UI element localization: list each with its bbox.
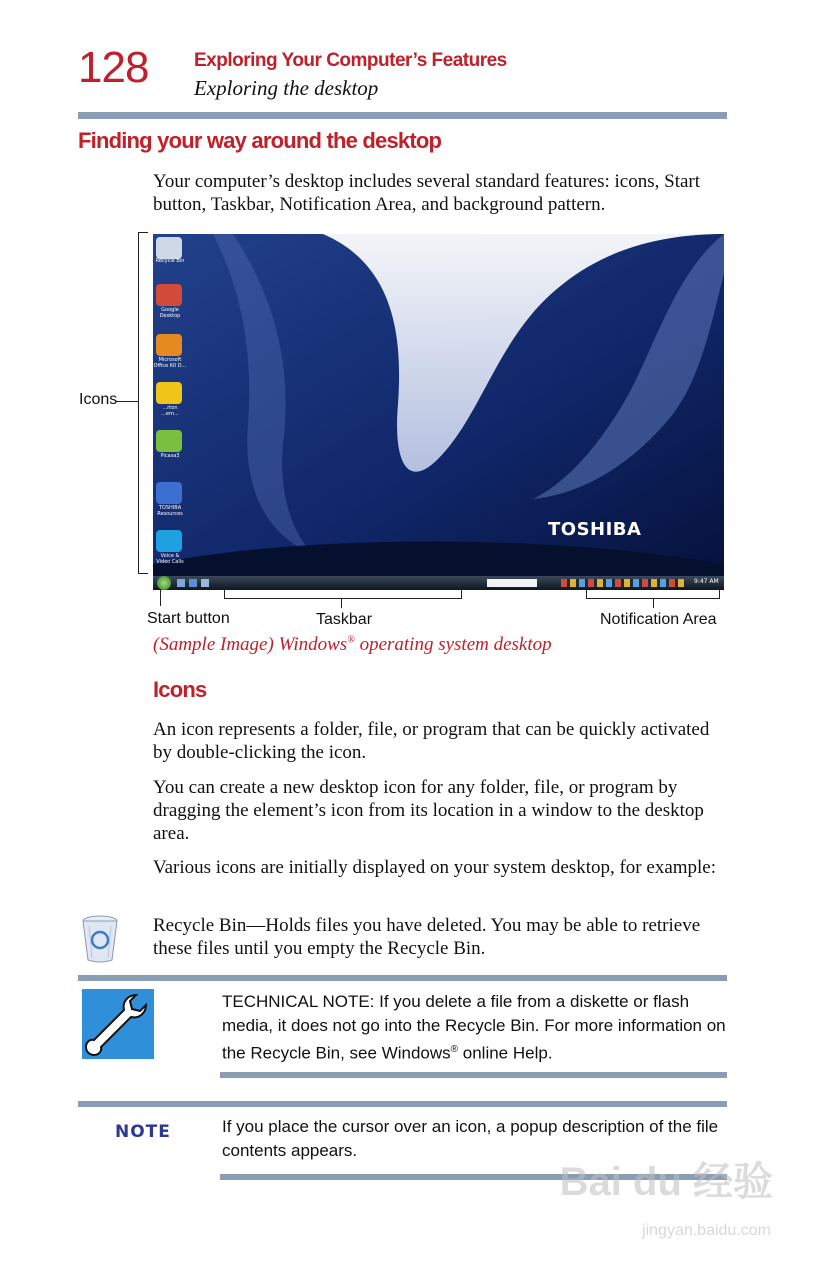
recycle-bin-desktop-icon[interactable] — [156, 237, 182, 259]
toshiba-logo: TOSHIBA — [548, 519, 642, 540]
google-desktop-icon[interactable] — [156, 284, 182, 306]
picasa-icon[interactable] — [156, 430, 182, 452]
notification-area-label: Notification Area — [600, 611, 717, 628]
desktop-icon-label: Voice & Video Calls — [156, 553, 184, 565]
note-top-rule — [78, 1101, 727, 1107]
toshiba-resources-icon[interactable] — [156, 482, 182, 504]
start-orb-icon[interactable] — [157, 576, 171, 590]
norton-icon[interactable] — [156, 382, 182, 404]
recycle-bin-description: Recycle Bin—Holds files you have deleted. You may be able to retrieve these files until you empty the Recycle Bin. — [153, 915, 701, 959]
technical-note-end: online Help. — [458, 1043, 553, 1063]
start-button-leader-line — [160, 589, 161, 606]
caption-text: (Sample Image) Windows — [153, 634, 348, 655]
taskbar-leader-line — [341, 598, 342, 608]
desktop-icon-label: Picasa3 — [160, 453, 180, 459]
technical-note-bottom-rule — [220, 1072, 727, 1078]
chapter-title: Exploring Your Computer’s Features — [194, 50, 507, 71]
technical-note-top-rule — [78, 975, 727, 981]
office-icon[interactable] — [156, 334, 182, 356]
technical-note-text — [222, 990, 727, 1066]
recycle-bin-icon — [80, 914, 120, 964]
header-rule — [78, 112, 727, 119]
note-text: If you place the cursor over an icon, a popup description of the file contents appears. — [222, 1117, 719, 1160]
intro-paragraph: Your computer’s desktop includes several standard features: icons, Start button, Taskbar, Notification Area, and background pattern. — [153, 171, 701, 215]
icons-leader-line — [116, 401, 138, 402]
desktop-screenshot — [153, 234, 724, 590]
registered-mark: ® — [450, 1044, 459, 1055]
taskbar-search-box[interactable] — [487, 579, 537, 587]
icons-bracket — [138, 232, 148, 574]
quick-launch-icon[interactable] — [201, 579, 209, 587]
taskbar-bracket — [224, 590, 462, 599]
paragraph: Various icons are initially displayed on your system desktop, for example: — [153, 857, 717, 878]
tray-icons[interactable] — [561, 579, 685, 587]
icons-heading: Icons — [153, 677, 207, 702]
quick-launch-icon[interactable] — [189, 579, 197, 587]
quick-launch-icon[interactable] — [177, 579, 185, 587]
skype-icon[interactable] — [156, 530, 182, 552]
desktop-icon-label: Google Desktop — [159, 307, 181, 319]
section-heading: Finding your way around the desktop — [78, 128, 442, 153]
registered-mark: ® — [347, 634, 355, 646]
note-label: NOTE — [115, 1122, 171, 1142]
page-number: 128 — [78, 43, 149, 92]
technical-note-body: TECHNICAL NOTE: If you delete a file from a diskette or flash media, it does not go into the Recycle Bin. For more information on the Recycle Bin, see Windows — [222, 992, 726, 1063]
baidu-watermark-url: jingyan.baidu.com — [642, 1222, 771, 1239]
baidu-watermark-logo: Bai du 经验 — [559, 1160, 773, 1204]
caption-text-end: operating system desktop — [354, 634, 552, 655]
figure-caption — [153, 634, 552, 656]
taskbar-clock: 9:47 AM — [694, 578, 719, 585]
paragraph: An icon represents a folder, file, or program that can be quickly activated by double-clicking the icon. — [153, 719, 710, 763]
desktop-icon-label: Recycle Bin — [155, 258, 185, 264]
wrench-icon — [82, 989, 154, 1059]
desktop-icon-label: Microsoft Office 60 D... — [153, 357, 187, 369]
paragraph: You can create a new desktop icon for any folder, file, or program by dragging the element’s icon from its location in a window to the desktop area. — [153, 777, 704, 844]
icons-label: Icons — [79, 391, 118, 408]
desktop-icon-label: ...rton ...ern... — [161, 405, 179, 417]
taskbar-label: Taskbar — [316, 611, 373, 628]
section-title: Exploring the desktop — [194, 76, 379, 100]
desktop-icon-label: TOSHIBA Resources — [157, 505, 183, 517]
notification-leader-line — [653, 598, 654, 608]
taskbar[interactable] — [153, 576, 724, 590]
start-button-label: Start button — [147, 610, 230, 627]
